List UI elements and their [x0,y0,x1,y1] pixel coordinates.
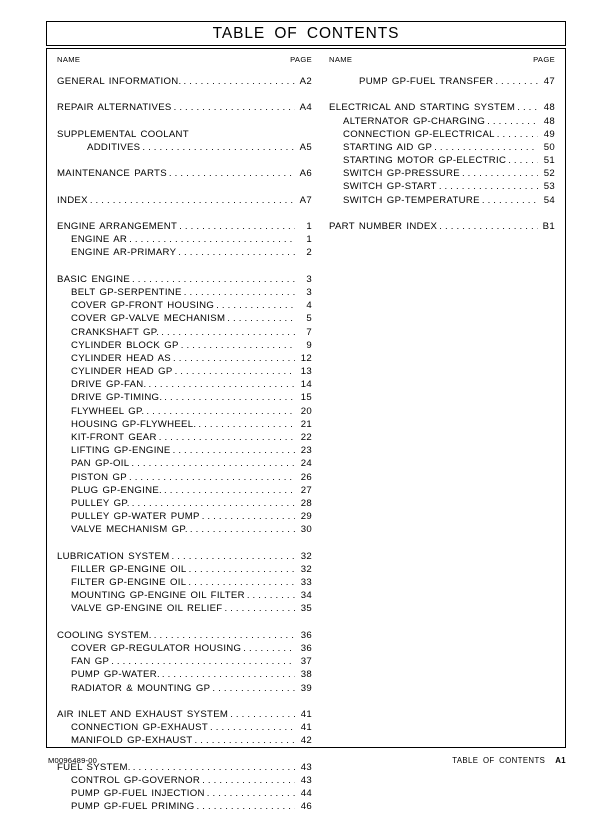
toc-entry-title: REPAIR ALTERNATIVES [57,102,172,114]
toc-entry-title: SWITCH GP-TEMPERATURE [343,194,480,206]
toc-entry-page: 39 [300,682,312,694]
dot-leader [146,407,295,418]
toc-entry-page: 1 [306,221,312,233]
toc-entry[interactable] [57,642,312,655]
toc-entry-title: CYLINDER HEAD AS [71,352,171,364]
toc-entry-page: 54 [543,194,555,206]
toc-spacer [329,88,555,101]
toc-entry[interactable] [57,734,312,747]
toc-entry[interactable] [57,668,312,681]
toc-entry-page: 27 [300,484,312,496]
toc-entry-page: 7 [306,326,312,338]
toc-entry-title: BELT GP-SERPENTINE [71,286,182,298]
toc-entry-page: A2 [299,75,312,87]
dot-leader [462,170,538,181]
toc-entry-title: PUMP GP-FUEL INJECTION [71,788,205,800]
toc-entry-title: COVER GP-FRONT HOUSING [71,300,215,312]
toc-entry[interactable] [57,128,312,141]
toc-entry-page: 14 [300,379,312,391]
toc-entry-title: FUEL SYSTEM. [57,761,131,773]
toc-entry[interactable] [57,774,312,787]
toc-spacer [57,260,312,273]
dot-leader [129,235,295,246]
toc-entry[interactable] [57,721,312,734]
dot-leader [183,77,295,88]
footer-right [452,756,566,765]
toc-entry-page: 28 [300,497,312,509]
dot-leader [202,776,295,787]
toc-entry-page: 38 [300,669,312,681]
toc-entry[interactable] [57,194,312,207]
dot-leader [188,578,295,589]
toc-entry-title: ELECTRICAL AND STARTING SYSTEM [329,102,516,114]
toc-entry-page: 15 [300,392,312,404]
toc-entry[interactable] [57,246,312,259]
dot-leader [482,196,538,207]
toc-entry-page: 43 [300,774,312,786]
toc-entry-page: 52 [543,168,555,180]
column-header-page: PAGE [533,55,555,64]
toc-entry-title: PART NUMBER INDEX [329,221,438,233]
toc-entry[interactable] [57,655,312,668]
toc-entry-page: 37 [300,656,312,668]
dot-leader [90,196,295,207]
toc-entry-page: 9 [306,339,312,351]
toc-entry-page: 35 [300,603,312,615]
dot-leader [159,433,295,444]
toc-entry-page: 36 [300,629,312,641]
toc-spacer [57,115,312,128]
toc-entry-title: PISTON GP [71,471,127,483]
toc-entry[interactable] [57,352,312,365]
toc-entry-title: VALVE GP-ENGINE OIL RELIEF [71,603,223,615]
toc-entry[interactable] [329,181,555,194]
toc-entry[interactable] [329,128,555,141]
dot-leader [439,222,538,233]
dot-leader [434,143,538,154]
toc-entry-page: 44 [300,788,312,800]
dot-leader [487,117,538,128]
toc-entry-page: 34 [300,590,312,602]
toc-entry-page: 1 [306,234,312,246]
column-header-name: NAME [329,55,353,64]
toc-entry[interactable] [57,286,312,299]
toc-entry[interactable] [57,220,312,233]
dot-leader [195,737,295,748]
toc-entry[interactable] [57,405,312,418]
toc-entry-page: 24 [300,458,312,470]
toc-entry-title: DRIVE GP-FAN. [71,379,147,391]
toc-entry-title: PUMP GP-FUEL TRANSFER [359,75,494,87]
toc-entry-title: INDEX [57,194,88,206]
toc-entry[interactable] [57,378,312,391]
toc-entry-page: 53 [543,181,555,193]
toc-entry-page: 2 [306,247,312,259]
dot-leader [111,657,295,668]
toc-entry-page: 29 [300,511,312,523]
dot-leader [173,446,295,457]
dot-leader [210,723,295,734]
toc-entry-title: CYLINDER BLOCK GP [71,339,179,351]
toc-entry-title: MOUNTING GP-ENGINE OIL FILTER [71,590,245,602]
toc-entry-title: FAN GP [71,656,110,668]
toc-entry[interactable] [57,141,312,154]
toc-entry-page: 33 [300,577,312,589]
toc-entry-title: SWITCH GP-PRESSURE [343,168,460,180]
toc-entry[interactable] [57,75,312,88]
dot-leader [190,526,295,537]
toc-entry-title: ENGINE ARRANGEMENT [57,221,178,233]
toc-spacer [57,695,312,708]
toc-entry-title: BASIC ENGINE [57,273,131,285]
toc-entry-title: MANIFOLD GP-EXHAUST [71,735,193,747]
toc-entry-page: 26 [300,471,312,483]
toc-entry[interactable] [57,457,312,470]
toc-entry-page: 32 [300,550,312,562]
toc-entry-page: 32 [300,563,312,575]
toc-entry[interactable] [57,431,312,444]
toc-spacer [57,207,312,220]
dot-leader [184,288,295,299]
toc-entry-title: COOLING SYSTEM. [57,629,152,641]
dot-leader [142,143,295,154]
dot-leader [517,104,538,115]
toc-spacer [57,181,312,194]
toc-entry-page: 48 [543,102,555,114]
toc-entry-page: 41 [300,708,312,720]
toc-entry-title: RADIATOR & MOUNTING GP [71,682,211,694]
toc-entry-page: 42 [300,735,312,747]
dot-leader [164,486,295,497]
dot-leader [212,684,295,695]
toc-entry[interactable] [57,365,312,378]
toc-entry-page: 47 [543,75,555,87]
dot-leader [216,301,295,312]
toc-entry-title: STARTING MOTOR GP-ELECTRIC [343,155,507,167]
toc-entry-title: ENGINE AR-PRIMARY [71,247,177,259]
toc-entry-title: SWITCH GP-START [343,181,437,193]
toc-entry[interactable] [57,312,312,325]
toc-entry-page: A5 [299,141,312,153]
toc-entry[interactable] [57,273,312,286]
toc-entry-page: 41 [300,722,312,734]
toc-entry[interactable] [57,444,312,457]
dot-leader [169,170,295,181]
toc-spacer [57,616,312,629]
toc-entry-page: 21 [300,418,312,430]
toc-entry[interactable] [57,299,312,312]
toc-entry-title: COVER GP-REGULATOR HOUSING [71,643,242,655]
footer-section-label: TABLE OF CONTENTS [452,756,546,765]
toc-spacer [57,154,312,167]
toc-entry[interactable] [57,682,312,695]
dot-leader [175,367,295,378]
dot-leader [148,381,295,392]
toc-entry[interactable] [57,339,312,352]
toc-entry-title: VALVE MECHANISM GP. [71,524,188,536]
toc-spacer [57,537,312,550]
dot-leader [132,275,295,286]
toc-entry-page: 22 [300,432,312,444]
dot-leader [173,354,295,365]
dot-leader [197,803,295,814]
toc-entry[interactable] [57,233,312,246]
dot-leader [161,328,295,339]
document-id: M0096489-00 [48,756,98,765]
toc-entry-title: FILLER GP-ENGINE OIL [71,563,187,575]
toc-entry-page: 46 [300,801,312,813]
dot-leader [132,499,295,510]
toc-title-bar [46,21,566,46]
toc-entry-page: 13 [300,366,312,378]
toc-entry[interactable] [57,510,312,523]
dot-leader [247,592,295,603]
toc-entry-page: 3 [306,273,312,285]
toc-entry-title: PULLEY GP-WATER PUMP [71,511,200,523]
toc-entry-page: 50 [543,141,555,153]
toc-entry[interactable] [57,589,312,602]
toc-entry-title: SUPPLEMENTAL COOLANT [57,128,189,140]
toc-spacer [329,207,555,220]
toc-entry[interactable] [329,141,555,154]
toc-entry-title: PUMP GP-WATER. [71,669,160,681]
toc-entry-page: B1 [542,221,555,233]
toc-entry-page: 49 [543,128,555,140]
toc-entry-page: 30 [300,524,312,536]
toc-entry-title: CRANKSHAFT GP. [71,326,160,338]
column-header-page: PAGE [290,55,312,64]
toc-entry-title: KIT-FRONT GEAR [71,432,157,444]
toc-entry[interactable] [57,101,312,114]
toc-entry-page: 20 [300,405,312,417]
dot-leader [224,605,295,616]
toc-entry-title: COVER GP-VALVE MECHANISM [71,313,226,325]
toc-entry-title: FILTER GP-ENGINE OIL [71,577,187,589]
toc-entry-page: 12 [300,352,312,364]
toc-entry-title: MAINTENANCE PARTS [57,168,167,180]
toc-entry[interactable] [329,194,555,207]
toc-entry-title: CONNECTION GP-ELECTRICAL [343,128,495,140]
toc-entry-title: STARTING AID GP [343,141,433,153]
dot-leader [162,671,295,682]
toc-entry-title: GENERAL INFORMATION. [57,75,182,87]
toc-entry-page: 43 [300,761,312,773]
toc-entry[interactable] [57,497,312,510]
toc-entry-title: PUMP GP-FUEL PRIMING [71,801,195,813]
dot-leader [230,710,295,721]
toc-entry-title: CONNECTION GP-EXHAUST [71,722,209,734]
dot-leader [227,315,295,326]
toc-entry[interactable] [57,576,312,589]
footer-page-number: A1 [555,756,566,765]
toc-entry-page: 4 [306,300,312,312]
column-header-right [329,49,555,75]
toc-entry[interactable] [57,550,312,563]
dot-leader [495,77,538,88]
toc-entry[interactable] [329,154,555,167]
toc-entry-page: A6 [299,168,312,180]
toc-entry-title: HOUSING GP-FLYWHEEL. [71,418,197,430]
toc-entries-right [329,75,555,233]
toc-entry-title: DRIVE GP-TIMING. [71,392,163,404]
toc-entry-title: ENGINE AR [71,234,128,246]
toc-entry[interactable] [329,101,555,114]
dot-leader [164,394,295,405]
dot-leader [181,341,295,352]
toc-entry-title: FLYWHEEL GP. [71,405,145,417]
dot-leader [154,631,295,642]
toc-entry[interactable] [329,75,555,88]
dot-leader [129,473,295,484]
dot-leader [178,249,295,260]
toc-spacer [57,88,312,101]
toc-entry[interactable] [329,220,555,233]
toc-entry-title: AIR INLET AND EXHAUST SYSTEM [57,708,229,720]
dot-leader [439,183,538,194]
toc-entry[interactable] [57,392,312,405]
toc-entry-title: PULLEY GP. [71,497,130,509]
toc-entry[interactable] [57,708,312,721]
toc-entry-title: ADDITIVES [87,141,141,153]
page-title: TABLE OF CONTENTS [212,24,400,42]
toc-entry-title: ALTERNATOR GP-CHARGING [343,115,486,127]
toc-entry-title: CYLINDER HEAD GP [71,366,173,378]
toc-entry[interactable] [57,563,312,576]
toc-entry[interactable] [57,603,312,616]
toc-entry[interactable] [57,800,312,813]
dot-leader [131,460,295,471]
toc-entry[interactable] [57,471,312,484]
toc-column-right [329,49,555,747]
toc-entry[interactable] [57,326,312,339]
dot-leader [191,130,295,141]
toc-entry-page: 36 [300,643,312,655]
dot-leader [172,552,295,563]
column-header-name: NAME [57,55,81,64]
toc-entry-title: LIFTING GP-ENGINE [71,445,171,457]
dot-leader [207,789,295,800]
toc-entry-page: 51 [543,155,555,167]
dot-leader [508,156,538,167]
toc-entry-title: CONTROL GP-GOVERNOR [71,774,201,786]
toc-entry-page: 48 [543,115,555,127]
column-header-left [57,49,312,75]
toc-entry-page: 5 [306,313,312,325]
toc-entry-title: LUBRICATION SYSTEM [57,550,170,562]
toc-entry[interactable] [329,115,555,128]
toc-entry-page: 3 [306,286,312,298]
dot-leader [198,420,295,431]
toc-entry[interactable] [329,167,555,180]
toc-entry-page: A7 [299,194,312,206]
dot-leader [179,222,295,233]
toc-entry-title: PLUG GP-ENGINE. [71,484,162,496]
dot-leader [202,512,295,523]
dot-leader [174,104,295,115]
toc-entry-page: 23 [300,445,312,457]
page-footer [46,756,566,772]
dot-leader [243,644,295,655]
toc-entry-title: PAN GP-OIL [71,458,130,470]
toc-entry[interactable] [57,629,312,642]
toc-entry[interactable] [57,484,312,497]
toc-entry[interactable] [57,167,312,180]
toc-entries-left [57,75,312,814]
toc-entry[interactable] [57,523,312,536]
toc-entry[interactable] [57,787,312,800]
dot-leader [189,565,295,576]
toc-entry[interactable] [57,418,312,431]
toc-entry-page: A4 [299,102,312,114]
dot-leader [497,130,538,141]
